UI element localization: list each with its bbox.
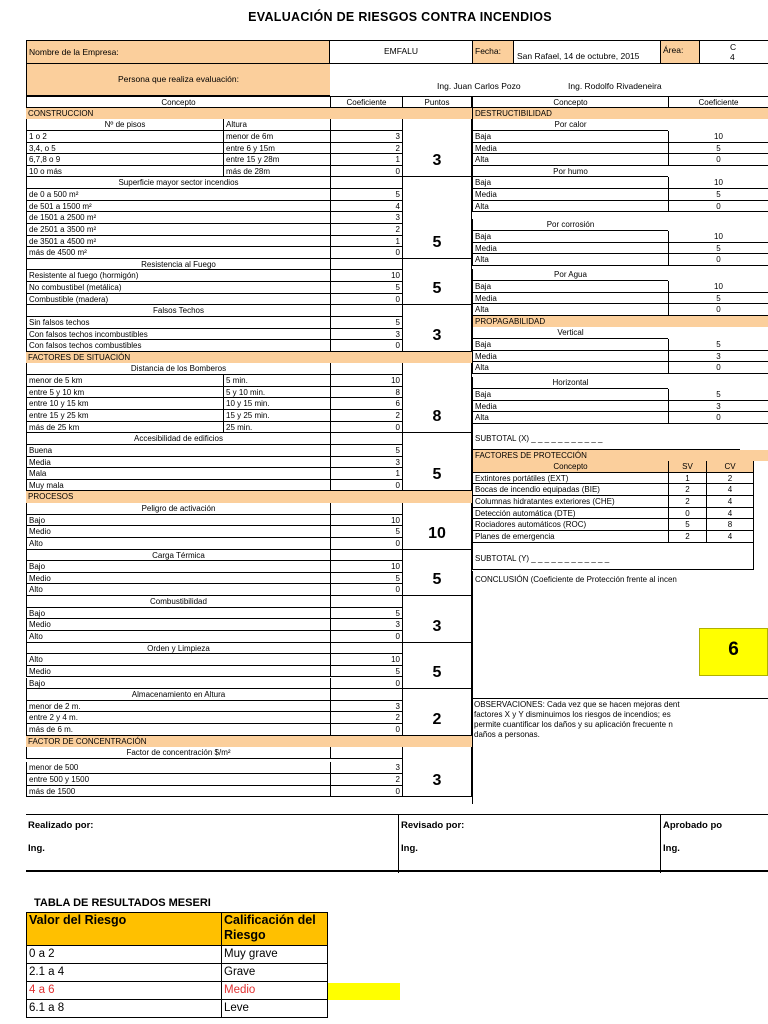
- col-coeficiente: Coeficiente: [330, 96, 402, 108]
- left-evaluation-table: [26, 96, 472, 804]
- humo-row-coeficiente: 0: [668, 201, 768, 213]
- persona-label: Persona que realiza evaluación:: [118, 74, 239, 84]
- carga-row-coeficiente: 10: [330, 561, 402, 573]
- distancia-row-sublabel: 25 min.: [223, 422, 330, 434]
- area-label-cell: [660, 40, 700, 64]
- realizado-ing: Ing.: [28, 843, 45, 854]
- right-evaluation-table: [472, 96, 768, 804]
- proteccion-row-sv: 0: [668, 508, 706, 520]
- combustibilidad-row-points: 3: [432, 617, 442, 635]
- area-value-2: 4: [730, 52, 735, 62]
- signature-row: [26, 814, 768, 872]
- vertical-row-coeficiente: 5: [668, 339, 768, 351]
- horizontal-row-label: Alta: [472, 412, 668, 424]
- pisos-row-coeficiente: 3: [330, 131, 402, 143]
- accesibilidad-row-points: 5: [432, 466, 442, 484]
- orden-row-coeficiente: 5: [330, 666, 402, 678]
- carga-row-coeficiente: 5: [330, 573, 402, 585]
- superficie-row-coeficiente: 3: [330, 212, 402, 224]
- superficie-row-coeficiente: 4: [330, 201, 402, 213]
- techos-title: Falsos Techos: [26, 305, 330, 317]
- proteccion-row-cv: 4: [706, 484, 754, 496]
- corrosion-row-label: Baja: [472, 231, 668, 243]
- orden-row-coeficiente: 10: [330, 654, 402, 666]
- accesibilidad-row-coeficiente: 1: [330, 468, 402, 480]
- distancia-row-coeficiente: 2: [330, 410, 402, 422]
- accesibilidad-row-points-cell: [402, 433, 472, 491]
- accesibilidad-row-coeficiente: 5: [330, 445, 402, 457]
- resistencia-row-coeficiente: 5: [330, 282, 402, 294]
- carga-row-points: 5: [432, 571, 442, 589]
- empresa-value: EMFALU: [383, 46, 418, 56]
- techos-row-label: Con falsos techos incombustibles: [26, 329, 330, 341]
- superficie-row-label: de 1501 a 2500 m²: [26, 212, 330, 224]
- pisos-row-coeficiente: 0: [330, 166, 402, 178]
- proteccion-row-label: Planes de emergencia: [472, 531, 668, 543]
- almacenamiento-row-label: entre 2 y 4 m.: [26, 712, 330, 724]
- revisado-ing: Ing.: [401, 843, 418, 854]
- realizado-label: Realizado por:: [28, 820, 94, 831]
- calor-title: Por calor: [472, 119, 668, 131]
- techos-row-coeficiente: 0: [330, 340, 402, 352]
- empresa-label: Nombre de la Empresa:: [29, 47, 119, 57]
- horizontal-row-coeficiente: 0: [668, 412, 768, 424]
- orden-row-points: 5: [432, 664, 442, 682]
- techos-row-points: 3: [432, 326, 442, 344]
- pisos-row-sublabel: menor de 6m: [223, 131, 330, 143]
- corrosion-title: Por corrosión: [472, 219, 668, 231]
- agua-row-coeficiente: 0: [668, 304, 768, 316]
- aprobado-label: Aprobado po: [663, 820, 723, 831]
- concentracion-title: Factor de concentración $/m²: [26, 747, 330, 759]
- horizontal-row-coeficiente: 3: [668, 401, 768, 413]
- activacion-row-points-cell: [402, 503, 472, 550]
- concentracion-row-label: menor de 500: [26, 762, 330, 774]
- almacenamiento-row-coeficiente: 2: [330, 712, 402, 724]
- pisos-row-points: 3: [432, 152, 442, 170]
- pisos-row-coeficiente: 1: [330, 154, 402, 166]
- almacenamiento-row-label: menor de 2 m.: [26, 701, 330, 713]
- distancia-row-sublabel: 10 y 15 min.: [223, 398, 330, 410]
- pisos-row-label: 3,4, o 5: [26, 143, 223, 155]
- distancia-row-coeficiente: 10: [330, 375, 402, 387]
- proteccion-row-sv: 1: [668, 473, 706, 485]
- meseri-col-calificacion: Calificación del Riesgo: [222, 912, 328, 946]
- distancia-row-points: 8: [432, 408, 442, 426]
- corrosion-row-coeficiente: 5: [668, 243, 768, 255]
- prot-col-cv: CV: [706, 461, 754, 473]
- meseri-row-calificacion: Leve: [222, 1000, 328, 1018]
- horizontal-row-coeficiente: 5: [668, 389, 768, 401]
- orden-row-label: Medio: [26, 666, 330, 678]
- proteccion-row-cv: 8: [706, 519, 754, 531]
- distancia-row-points-cell: [402, 363, 472, 433]
- carga-title: Carga Térmica: [26, 550, 330, 562]
- distancia-row-sublabel: 5 min.: [223, 375, 330, 387]
- almacenamiento-row-label: más de 6 m.: [26, 724, 330, 736]
- horizontal-row-label: Baja: [472, 389, 668, 401]
- humo-row-label: Alta: [472, 201, 668, 213]
- meseri-row-valor: 6.1 a 8: [26, 1000, 222, 1018]
- pisos-row-label: 10 o más: [26, 166, 223, 178]
- orden-row-label: Alto: [26, 654, 330, 666]
- activacion-row-coeficiente: 10: [330, 515, 402, 527]
- area-label: Área:: [663, 45, 684, 55]
- meseri-title: TABLA DE RESULTADOS MESERI: [34, 897, 211, 909]
- fecha-label: Fecha:: [475, 46, 501, 56]
- proteccion-row-sv: 2: [668, 531, 706, 543]
- vertical-title: Vertical: [472, 327, 668, 339]
- orden-row-coeficiente: 0: [330, 678, 402, 690]
- revisado-label: Revisado por:: [401, 820, 465, 831]
- resistencia-row-label: No combustibel (metálica): [26, 282, 330, 294]
- calor-row-label: Alta: [472, 154, 668, 166]
- activacion-row-label: Medio: [26, 526, 330, 538]
- persona-1: Ing. Juan Carlos Pozo: [437, 81, 521, 91]
- right-col-coeficiente: Coeficiente: [668, 96, 768, 108]
- distancia-title: Distancia de los Bomberos: [26, 363, 330, 375]
- combustibilidad-row-points-cell: [402, 596, 472, 643]
- distancia-row-label: entre 15 y 25 km: [26, 410, 223, 422]
- accesibilidad-row-coeficiente: 0: [330, 480, 402, 492]
- pisos-row-label: 6,7,8 o 9: [26, 154, 223, 166]
- distancia-row-label: entre 5 y 10 km: [26, 387, 223, 399]
- aprobado-ing: Ing.: [663, 843, 680, 854]
- section-situacion: FACTORES DE SITUACIÓN: [26, 352, 472, 364]
- superficie-row-label: de 2501 a 3500 m²: [26, 224, 330, 236]
- area-value-1: C: [730, 42, 737, 52]
- techos-row-coeficiente: 3: [330, 329, 402, 341]
- concentracion-row-label: entre 500 y 1500: [26, 774, 330, 786]
- distancia-row-label: menor de 5 km: [26, 375, 223, 387]
- agua-row-coeficiente: 5: [668, 293, 768, 305]
- meseri-highlight: [328, 983, 400, 1000]
- observaciones-line-3: permite cuantificar los daños y su aplicación frecuente n: [474, 720, 673, 729]
- concentracion-row-coeficiente: 2: [330, 774, 402, 786]
- techos-row-label: Sin falsos techos: [26, 317, 330, 329]
- empresa-label-cell: [26, 40, 330, 64]
- calor-row-label: Baja: [472, 131, 668, 143]
- superficie-row-label: de 0 a 500 m²: [26, 189, 330, 201]
- almacenamiento-row-coeficiente: 3: [330, 701, 402, 713]
- superficie-row-label: más de 4500 m²: [26, 247, 330, 259]
- superficie-row-points-cell: [402, 177, 472, 258]
- almacenamiento-title: Almacenamiento en Altura: [26, 689, 330, 701]
- agua-row-label: Alta: [472, 304, 668, 316]
- humo-row-label: Baja: [472, 177, 668, 189]
- superficie-row-points: 5: [432, 233, 442, 251]
- techos-row-points-cell: [402, 305, 472, 352]
- proteccion-row-label: Rociadores automáticos (ROC): [472, 519, 668, 531]
- superficie-row-coeficiente: 5: [330, 189, 402, 201]
- humo-row-label: Media: [472, 189, 668, 201]
- superficie-row-label: de 3501 a 4500 m²: [26, 236, 330, 248]
- concentracion-row-coeficiente: 0: [330, 786, 402, 798]
- proteccion-row-label: Extintores portátiles (EXT): [472, 473, 668, 485]
- altura-title: Altura: [223, 119, 330, 131]
- subtotal-y: SUBTOTAL (Y) _ _ _ _ _ _ _ _ _ _ _ _: [472, 543, 754, 571]
- activacion-row-label: Alto: [26, 538, 330, 550]
- accesibilidad-row-label: Mala: [26, 468, 330, 480]
- concentracion-row-points: 3: [432, 772, 442, 790]
- proteccion-row-label: Detección automática (DTE): [472, 508, 668, 520]
- observaciones-line-2: factores X y Y disminuimos los riesgos de incendios; es: [474, 710, 671, 719]
- vertical-row-coeficiente: 0: [668, 362, 768, 374]
- resistencia-title: Resistencia al Fuego: [26, 259, 330, 271]
- superficie-row-coeficiente: 0: [330, 247, 402, 259]
- vertical-row-label: Alta: [472, 362, 668, 374]
- section-concentracion: FACTOR DE CONCENTRACIÓN: [26, 736, 472, 748]
- distancia-row-coeficiente: 8: [330, 387, 402, 399]
- meseri-row-calificacion: Muy grave: [222, 946, 328, 964]
- section-construccion: CONSTRUCCION: [26, 108, 472, 120]
- resistencia-row-label: Resistente al fuego (hormigón): [26, 270, 330, 282]
- corrosion-row-coeficiente: 10: [668, 231, 768, 243]
- empresa-value-cell: [330, 40, 472, 64]
- col-concepto: Concepto: [26, 96, 330, 108]
- orden-row-points-cell: [402, 643, 472, 690]
- meseri-row-valor: 4 a 6: [26, 982, 222, 1000]
- pisos-row-label: 1 o 2: [26, 131, 223, 143]
- fecha-value: San Rafael, 14 de octubre, 2015: [517, 51, 640, 61]
- combustibilidad-row-coeficiente: 5: [330, 608, 402, 620]
- meseri-row-calificacion: Medio: [222, 982, 328, 1000]
- superficie-row-label: de 501 a 1500 m²: [26, 201, 330, 213]
- fecha-label-cell: [472, 40, 514, 64]
- fecha-value-cell: [514, 40, 660, 64]
- meseri-col-valor: Valor del Riesgo: [26, 912, 222, 946]
- resistencia-row-coeficiente: 10: [330, 270, 402, 282]
- humo-row-coeficiente: 5: [668, 189, 768, 201]
- proteccion-row-sv: 5: [668, 519, 706, 531]
- carga-row-coeficiente: 0: [330, 584, 402, 596]
- distancia-row-sublabel: 5 y 10 min.: [223, 387, 330, 399]
- superficie-row-coeficiente: 1: [330, 236, 402, 248]
- accesibilidad-row-label: Media: [26, 457, 330, 469]
- corrosion-row-label: Media: [472, 243, 668, 255]
- col-puntos: Puntos: [402, 96, 472, 108]
- persona-2: Ing. Rodolfo Rivadeneira: [568, 81, 662, 91]
- agua-row-coeficiente: 10: [668, 281, 768, 293]
- resistencia-row-coeficiente: 0: [330, 294, 402, 306]
- accesibilidad-row-coeficiente: 3: [330, 457, 402, 469]
- meseri-row-calificacion: Grave: [222, 964, 328, 982]
- pisos-row-coeficiente: 2: [330, 143, 402, 155]
- section-procesos: PROCESOS: [26, 491, 472, 503]
- superficie-row-coeficiente: 2: [330, 224, 402, 236]
- accesibilidad-row-label: Buena: [26, 445, 330, 457]
- page-title: EVALUACIÓN DE RIESGOS CONTRA INCENDIOS: [248, 10, 552, 24]
- proteccion-row-sv: 2: [668, 496, 706, 508]
- humo-title: Por humo: [472, 166, 668, 178]
- almacenamiento-row-coeficiente: 0: [330, 724, 402, 736]
- subtotal-x: SUBTOTAL (X) _ _ _ _ _ _ _ _ _ _ _: [472, 424, 740, 450]
- activacion-row-points: 10: [428, 524, 446, 542]
- vertical-row-coeficiente: 3: [668, 351, 768, 363]
- conclusion-text: CONCLUSIÓN (Coeficiente de Protección frente al incen: [472, 571, 768, 804]
- observaciones-line-4: daños a personas.: [474, 730, 540, 739]
- humo-row-coeficiente: 10: [668, 177, 768, 189]
- accesibilidad-title: Accesibilidad de edificios: [26, 433, 330, 445]
- proteccion-row-label: Columnas hidratantes exteriores (CHE): [472, 496, 668, 508]
- concentracion-row-label: más de 1500: [26, 786, 330, 798]
- distancia-row-coeficiente: 6: [330, 398, 402, 410]
- activacion-row-coeficiente: 0: [330, 538, 402, 550]
- resistencia-row-label: Combustible (madera): [26, 294, 330, 306]
- meseri-table: [26, 912, 328, 1018]
- section-propagabilidad: PROPAGABILIDAD: [472, 316, 768, 328]
- pisos-row-sublabel: entre 15 y 28m: [223, 154, 330, 166]
- meseri-row-valor: 2.1 a 4: [26, 964, 222, 982]
- proteccion-row-cv: 4: [706, 531, 754, 543]
- section-proteccion: FACTORES DE PROTECCIÓN: [472, 450, 768, 462]
- prot-col-concepto: Concepto: [472, 461, 668, 473]
- pisos-row-points-cell: [402, 119, 472, 177]
- combustibilidad-row-coeficiente: 0: [330, 631, 402, 643]
- techos-row-coeficiente: 5: [330, 317, 402, 329]
- agua-title: Por Agua: [472, 269, 668, 281]
- prot-col-sv: SV: [668, 461, 706, 473]
- orden-title: Orden y Limpieza: [26, 643, 330, 655]
- distancia-row-sublabel: 15 y 25 min.: [223, 410, 330, 422]
- distancia-row-coeficiente: 0: [330, 422, 402, 434]
- pisos-title: Nº de pisos: [26, 119, 223, 131]
- vertical-row-label: Media: [472, 351, 668, 363]
- concentracion-row-coeficiente: 3: [330, 762, 402, 774]
- pisos-row-sublabel: entre 6 y 15m: [223, 143, 330, 155]
- calor-row-coeficiente: 10: [668, 131, 768, 143]
- proteccion-row-label: Bocas de incendio equipadas (BIE): [472, 484, 668, 496]
- observaciones-line-1: OBSERVACIONES: Cada vez que se hacen mejoras dent: [474, 700, 680, 709]
- proteccion-row-sv: 2: [668, 484, 706, 496]
- area-value-cell: [700, 40, 768, 64]
- accesibilidad-row-label: Muy mala: [26, 480, 330, 492]
- horizontal-title: Horizontal: [472, 377, 668, 389]
- section-destructibilidad: DESTRUCTIBILIDAD: [472, 108, 768, 120]
- proteccion-row-cv: 2: [706, 473, 754, 485]
- carga-row-label: Alto: [26, 584, 330, 596]
- activacion-row-label: Bajo: [26, 515, 330, 527]
- carga-row-points-cell: [402, 550, 472, 597]
- distancia-row-label: más de 25 km: [26, 422, 223, 434]
- proteccion-row-cv: 4: [706, 508, 754, 520]
- resistencia-row-points: 5: [432, 280, 442, 298]
- meseri-row-valor: 0 a 2: [26, 946, 222, 964]
- almacenamiento-row-points-cell: [402, 689, 472, 736]
- pisos-row-sublabel: más de 28m: [223, 166, 330, 178]
- resistencia-row-points-cell: [402, 259, 472, 306]
- orden-row-label: Bajo: [26, 678, 330, 690]
- agua-row-label: Media: [472, 293, 668, 305]
- result-value: 6: [728, 639, 739, 660]
- corrosion-row-coeficiente: 0: [668, 254, 768, 266]
- carga-row-label: Medio: [26, 573, 330, 585]
- carga-row-label: Bajo: [26, 561, 330, 573]
- combustibilidad-title: Combustibilidad: [26, 596, 330, 608]
- agua-row-label: Baja: [472, 281, 668, 293]
- combustibilidad-row-coeficiente: 3: [330, 619, 402, 631]
- calor-row-label: Media: [472, 143, 668, 155]
- almacenamiento-row-points: 2: [432, 710, 442, 728]
- combustibilidad-row-label: Medio: [26, 619, 330, 631]
- concentracion-row-points-cell: [402, 751, 472, 798]
- calor-row-coeficiente: 0: [668, 154, 768, 166]
- activacion-row-coeficiente: 5: [330, 526, 402, 538]
- proteccion-row-cv: 4: [706, 496, 754, 508]
- superficie-title: Superficie mayor sector incendios: [26, 177, 330, 189]
- vertical-row-label: Baja: [472, 339, 668, 351]
- combustibilidad-row-label: Bajo: [26, 608, 330, 620]
- persona-label-cell: [26, 64, 330, 96]
- distancia-row-label: entre 10 y 15 km: [26, 398, 223, 410]
- calor-row-coeficiente: 5: [668, 143, 768, 155]
- activacion-title: Peligro de activación: [26, 503, 330, 515]
- horizontal-row-label: Media: [472, 401, 668, 413]
- combustibilidad-row-label: Alto: [26, 631, 330, 643]
- techos-row-label: Con falsos techos combustibles: [26, 340, 330, 352]
- right-col-concepto: Concepto: [472, 96, 668, 108]
- corrosion-row-label: Alta: [472, 254, 668, 266]
